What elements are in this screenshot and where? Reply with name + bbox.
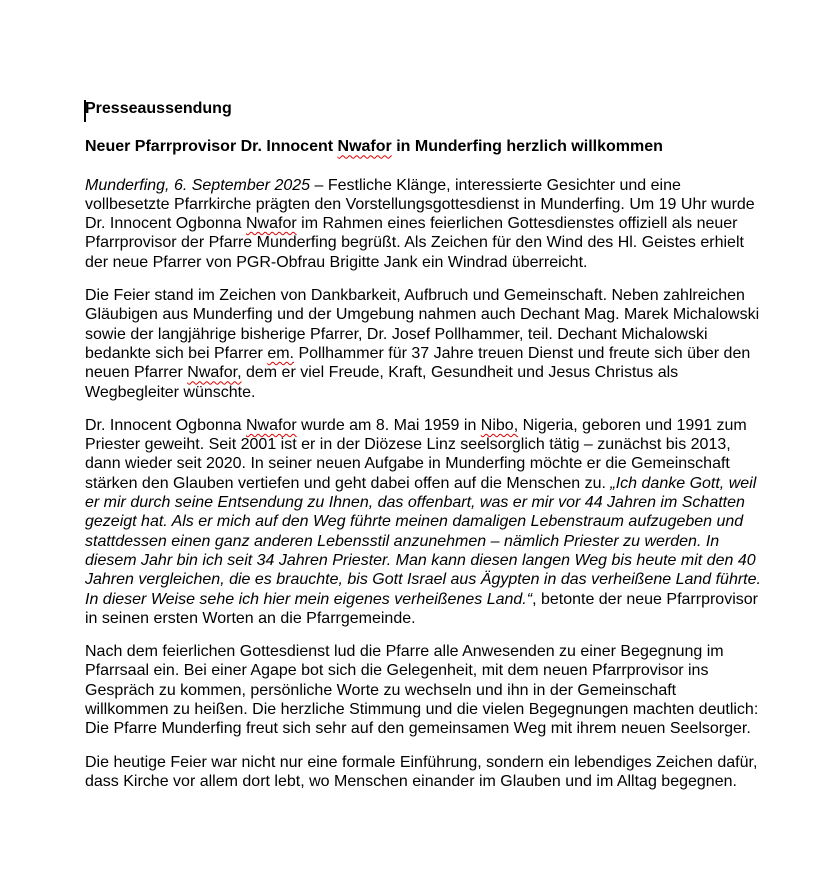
text-run: Neuer Pfarrprovisor Dr. Innocent	[85, 138, 338, 156]
text-run: Dr. Innocent Ogbonna	[85, 416, 246, 434]
text-run: – Festliche Klänge, interessierte Gesichter und eine vollbesetzte Pfarrkirche prägten den Vorstellungsgottesdienst in Munderfing. Um 19 Uhr wurde Dr. Innocent Ogbonna	[85, 176, 755, 233]
text-run: , betonte der neue Pfarrprovisor in seinen ersten Worten an die Pfarrgemeinde.	[85, 590, 758, 627]
text-run: „Ich danke Gott, weil er mir durch seine Entsendung zu Ihnen, das offenbart, was er mir vor 44 Jahren im Schatten gezeigt hat. Als er mich auf den Weg führte meinen damaligen Lebenstraum aufzugeben und stattdessen einen ganz anderen Lebensstil anzunehmen – nämlich Priester zu werden. In diesem Jahr bin ich seit 34 Jahren Priester. Man kann diesen langen Weg bis heute mit den 40 Jahren vergleichen, die es brauchte, bis Gott Israel aus Ägypten in das verheißene Land führte. In dieser Weise sehe ich hier mein eigenes verheißenes Land.“	[85, 474, 761, 608]
text-run: im Rahmen eines feierlichen Gottesdienstes offiziell als neuer Pfarrprovisor der Pfarre Munderfing begrüßt. Als Zeichen für den Wind des Hl. Geistes erhielt der neue Pfarrer von PGR-Obfrau Brigitte Jank ein Windrad überreicht.	[85, 215, 744, 271]
headline[interactable]	[85, 137, 761, 156]
paragraph-agape[interactable]	[85, 642, 761, 738]
paragraph-celebration[interactable]	[85, 286, 761, 402]
text-run: Pollhammer für 37 Jahre treuen Dienst und freute sich über den neuen Pfarrer	[85, 344, 751, 382]
paragraph-lead[interactable]	[85, 176, 761, 272]
text-run: Nigeria, geboren und 1991 zum Priester geweiht. Seit 2001 ist er in der Diözese Linz seelsorglich tätig – zunächst bis 2013, dann wieder seit 2020. In seiner neuen Aufgabe in Munderfing möchte er die Gemeinschaft stärken den Glauben vertiefen und geht dabei offen auf die Menschen zu.	[85, 416, 747, 492]
paragraph-biography-quote[interactable]	[85, 416, 761, 628]
text-run: Nach dem feierlichen Gottesdienst lud die Pfarre alle Anwesenden zu einer Begegnung im Pfarrsaal ein. Bei einer Agape bot sich die Gelegenheit, mit dem neuen Pfarrprovisor ins Gespräch zu kommen, persönliche Worte zu wechseln und ihn in der Gemeinschaft willkommen zu heißen. Die herzliche Stimmung und die vielen Begegnungen machten deutlich: Die Pfarre Munderfing freut sich sehr auf den gemeinsamen Weg mit ihrem neuen Seelsorger.	[85, 643, 759, 738]
spellcheck-flagged-word[interactable]: Nwafor,	[187, 364, 242, 382]
spellcheck-flagged-word[interactable]: Nwafor	[246, 416, 297, 434]
text-run: in Munderfing herzlich willkommen	[391, 138, 663, 156]
spellcheck-flagged-word[interactable]: Nibo,	[480, 416, 519, 434]
text-run: Presseaussendung	[85, 100, 232, 117]
spellcheck-flagged-word[interactable]: Nwafor	[337, 138, 392, 156]
text-run: wurde am 8. Mai 1959 in	[296, 416, 481, 434]
paragraph-closing[interactable]	[85, 753, 761, 792]
spellcheck-flagged-word[interactable]: em.	[267, 344, 294, 362]
document-body[interactable]	[85, 99, 761, 805]
spellcheck-flagged-word[interactable]: Nwafor	[246, 215, 297, 233]
text-run: dem er viel Freude, Kraft, Gesundheit und Jesus Christus als Wegbegleiter wünschte.	[85, 364, 679, 401]
text-run: Munderfing, 6. September 2025	[85, 176, 311, 194]
press-release-label[interactable]	[85, 99, 761, 118]
text-run: Die Feier stand im Zeichen von Dankbarkeit, Aufbruch und Gemeinschaft. Neben zahlreichen Gläubigen aus Munderfing und der Umgebung nahmen auch Dechant Mag. Marek Michalowski sowie der langjährige bisherige Pfarrer, Dr. Josef Pollhammer, teil. Dechant Michalowski bedankte sich bei Pfarrer	[85, 287, 760, 362]
text-run: Die heutige Feier war nicht nur eine formale Einführung, sondern ein lebendiges Zeichen dafür, dass Kirche vor allem dort lebt, wo Menschen einander im Glauben und im Alltag begegnen.	[85, 753, 758, 790]
